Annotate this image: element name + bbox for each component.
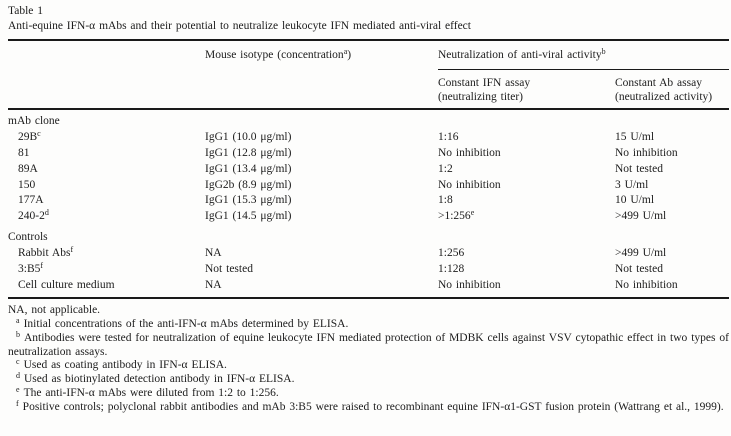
footnote-c: $^c$ Used as coating antibody in IFN-α ELISA.: [16, 357, 227, 372]
column-header-ab-assay: [615, 76, 729, 104]
footnote-d: $^d$ Used as biotinylated detection antibody in IFN-α ELISA.: [16, 371, 295, 386]
footnote-marker: e: [16, 385, 20, 395]
isotype-cell: IgG1 (15.3 μg/ml): [205, 194, 292, 207]
clone-cell: Rabbit Abs$^f$: [18, 245, 74, 260]
ifn-titer-cell: 1:2: [438, 162, 453, 175]
ifn-titer-cell: 1:128: [438, 263, 465, 276]
table-row: [8, 178, 729, 194]
column-header-ifn-assay: [438, 76, 615, 104]
table-row: [8, 246, 729, 262]
column-header-neutralization-label: Neutralization of anti-viral activity: [438, 49, 602, 61]
footnote-marker: d: [16, 371, 20, 381]
isotype-cell: IgG2b (8.9 μg/ml): [205, 178, 292, 191]
table-row: [8, 162, 729, 178]
footnote-a: $^a$ Initial concentrations of the anti-IFN-α mAbs determined by ELISA.: [16, 315, 349, 330]
column-header-neutralization-group: [438, 48, 729, 108]
footnote-ref-f: f: [70, 245, 74, 255]
isotype-cell: NA: [205, 278, 222, 291]
ifn-titer-cell: 1:256: [438, 247, 465, 260]
ab-activity-cell: Not tested: [615, 162, 663, 175]
column-header-isotype-label: Mouse isotype (concentration: [205, 49, 344, 61]
isotype-cell: IgG1 (14.5 μg/ml): [205, 210, 292, 223]
isotype-cell: IgG1 (12.8 μg/ml): [205, 146, 292, 159]
footnote-ref-e: e: [470, 208, 475, 218]
section-label-row: [8, 114, 729, 130]
isotype-cell: IgG1 (10.0 μg/ml): [205, 130, 292, 143]
footnote-ref-c: c: [37, 128, 41, 138]
ab-activity-cell: 10 U/ml: [615, 194, 655, 207]
table-row: [8, 146, 729, 162]
section-label-controls: Controls: [8, 231, 48, 244]
column-header-isotype: [205, 48, 438, 108]
ifn-titer-cell: No inhibition: [438, 178, 501, 191]
footnotes: [8, 299, 729, 415]
ab-activity-cell: 3 U/ml: [615, 178, 649, 191]
clone-cell: 89A: [18, 162, 38, 175]
footnote-marker: f: [16, 399, 19, 409]
clone-cell: 150: [18, 178, 36, 191]
clone-cell: 177A: [18, 194, 44, 207]
ifn-titer-cell: 1:16: [438, 130, 459, 143]
section-label-row: [8, 230, 729, 246]
clone-cell: 81: [18, 146, 30, 159]
table-row: [8, 262, 729, 278]
column-header-isotype-close: ): [347, 49, 352, 61]
footnote-f: $^f$ Positive controls; polyclonal rabbit antibodies and mAb 3:B5 were raised to recombinant equine IFN-α1-GST fusion protein (Wattrang et al., 1999).: [16, 399, 724, 414]
clone-cell: 3:B5$^f$: [18, 261, 44, 276]
column-header-neutralization: [438, 48, 729, 70]
footnote-na: NA, not applicable.: [8, 303, 101, 316]
footnote-marker: c: [16, 357, 20, 367]
ifn-titer-cell: No inhibition: [438, 278, 501, 291]
footnote-ref-b: b: [601, 47, 606, 56]
column-header-ifn-assay-line2: (neutralizing titer): [438, 91, 523, 103]
clone-cell: Cell culture medium: [18, 278, 115, 291]
table-row: [8, 193, 729, 209]
column-header-empty: [8, 48, 205, 108]
footnote-ref-d: d: [44, 208, 49, 218]
column-header-ab-assay-line1: Constant Ab assay: [615, 77, 702, 89]
ab-activity-cell: Not tested: [615, 263, 663, 276]
isotype-cell: Not tested: [205, 263, 253, 276]
clone-cell: $29B^c$: [18, 128, 41, 143]
clone-cell: 240-2$^d$: [18, 208, 49, 223]
ab-activity-cell: No inhibition: [615, 278, 678, 291]
isotype-cell: IgG1 (13.4 μg/ml): [205, 162, 292, 175]
section-label-mab-clone: mAb clone: [8, 115, 60, 127]
column-header-ab-assay-line2: (neutralized activity): [615, 91, 713, 103]
ifn-titer-cell: $>1:256^e$: [438, 208, 475, 223]
table-row: [8, 209, 729, 225]
footnote-ref-a: a: [343, 47, 348, 56]
footnote-b: $^b$ Antibodies were tested for neutralization of equine leukocyte IFN mediated protection of MDBK cells against VSV cytopathic effect in two types of neutralization assays.: [8, 329, 729, 358]
ab-activity-cell: No inhibition: [615, 146, 678, 159]
table-number: Table 1: [8, 5, 44, 17]
footnote-e: $^e$ The anti-IFN-α mAbs were diluted from 1:2 to 1:256.: [16, 385, 279, 400]
table-row: [8, 130, 729, 146]
table-caption: Anti-equine IFN-α mAbs and their potential to neutralize leukocyte IFN mediated anti-viral effect: [8, 20, 471, 32]
ab-activity-cell: >499 U/ml: [615, 247, 667, 260]
ab-activity-cell: >499 U/ml: [615, 210, 667, 223]
footnote-marker: b: [16, 329, 20, 339]
isotype-cell: NA: [205, 247, 222, 260]
footnote-marker: a: [16, 315, 20, 325]
column-header-ifn-assay-line1: Constant IFN assay: [438, 77, 531, 89]
table-row: [8, 278, 729, 294]
ifn-titer-cell: 1:8: [438, 194, 453, 207]
ifn-titer-cell: No inhibition: [438, 146, 501, 159]
table-body: [8, 110, 729, 297]
table-header: [8, 41, 729, 108]
footnote-ref-f: f: [40, 261, 44, 271]
ab-activity-cell: 15 U/ml: [615, 130, 655, 143]
